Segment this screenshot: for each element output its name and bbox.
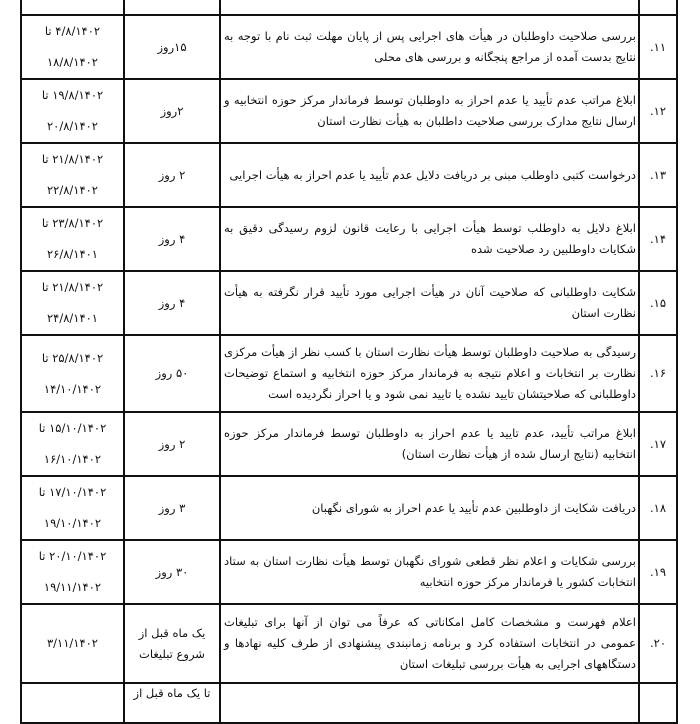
row-number-cell (639, 683, 677, 723)
date-cell (21, 335, 124, 412)
table-row (21, 412, 677, 476)
description-cell (220, 271, 639, 335)
row-number-cell (639, 143, 677, 207)
description-cell (220, 683, 639, 723)
row-number-cell (639, 476, 677, 540)
row-number: ۱۹. (649, 564, 666, 579)
date-to: ۲۰/۸/۱۴۰۲ (47, 119, 98, 133)
row-number: ۱۳. (649, 167, 666, 182)
date-to: ۲۶/۸/۱۴۰۱ (47, 247, 98, 261)
duration: ۳ روز (158, 500, 186, 515)
description-cell (220, 207, 639, 271)
duration-cell (124, 207, 220, 271)
description: ابلاغ مراتب تأیید، عدم تایید یا عدم احراز به داوطلبان توسط فرماندار مرکز حوزه انتخابیه (نتایج ارسال شده از هیأت نظارت استان) (224, 426, 636, 461)
duration-cell (124, 15, 220, 79)
duration-cell (124, 540, 220, 604)
row-number: ۱۵. (649, 295, 666, 310)
row-number: ۱۲. (649, 103, 666, 118)
description: شکایت داوطلبانی که صلاحیت آنان در هیأت اجرایی مورد تأیید قرار نگرفته به هیأت نظارت استان (224, 285, 636, 320)
description: دریافت شکایت از داوطلبین عدم تأیید یا عدم احراز به شورای نگهبان (311, 500, 636, 515)
description: اعلام فهرست و مشخصات کامل امکاناتی که عرفاً می توان از آنها برای تبلیغات عمومی در انتخابات استفاده کرد و برنامه زمانبندی پیشنهادی از طرف کلیه نهادها و دستگاههای اجرایی به هیأت بررسی تبلیغات استان (224, 615, 636, 671)
row-number: ۱۸. (649, 500, 666, 515)
description: بررسی صلاحیت داوطلبان در هیأت های اجرایی پس از پایان مهلت ثبت نام با توجه به نتایج بدست آمده از مراجع پنجگانه و بررسی های محلی (224, 29, 636, 64)
row-number-cell (639, 0, 677, 15)
description: درخواست کتبی داوطلب مبنی بر دریافت دلایل عدم تأیید یا عدم احراز به هیأت اجرایی (229, 167, 636, 182)
description-cell (220, 0, 639, 15)
date-cell (21, 15, 124, 79)
row-number: ۱۴. (649, 231, 666, 246)
description: بررسی شکایات و اعلام نظر قطعی شورای نگهبان توسط هیأت نظارت استان به ستاد انتخابات کشور یا فرماندار مرکز حوزه انتخابیه (224, 554, 636, 589)
table-row (21, 143, 677, 207)
date-from: ۴/۸/۱۴۰۲ تا (44, 24, 101, 38)
date-cell (21, 412, 124, 476)
description-cell (220, 143, 639, 207)
date-cell (21, 540, 124, 604)
duration: تا یک ماه قبل از (133, 686, 211, 700)
date-cell (21, 207, 124, 271)
description-cell (220, 540, 639, 604)
date-cell (21, 79, 124, 143)
description-cell (220, 476, 639, 540)
duration: ۳۰ روز (155, 564, 189, 579)
duration: ۴ روز (158, 295, 186, 310)
description-cell (220, 335, 639, 412)
date-from: ۱۷/۱۰/۱۴۰۲ تا (38, 485, 107, 499)
date-from: ۲۱/۸/۱۴۰۲ تا (41, 152, 104, 166)
duration: ۱۵روز (157, 39, 187, 54)
description-cell (220, 604, 639, 683)
duration: ۲روز (160, 103, 184, 118)
duration-cell (124, 0, 220, 15)
row-number: ۱۶. (649, 366, 666, 380)
duration-cell (124, 604, 220, 683)
row-number-cell (639, 207, 677, 271)
duration: ۲ روز (158, 167, 186, 182)
date-from: ۱۹/۸/۱۴۰۲ تا (41, 88, 104, 102)
date-to: ۱۶/۱۰/۱۴۰۲ (43, 452, 102, 466)
description: ابلاغ مراتب عدم تأیید یا عدم احراز به داوطلبان توسط فرماندار مرکز حوزه انتخابیه و ارسال نتایج مدارک بررسی صلاحیت داطلبان به هیأت نظارت استان (224, 93, 636, 128)
table-row (21, 476, 677, 540)
table-row (21, 683, 677, 723)
date-cell (21, 476, 124, 540)
duration-cell (124, 476, 220, 540)
row-number-cell (639, 412, 677, 476)
row-number-cell (639, 604, 677, 683)
date-to: ۱۸/۸/۱۴۰۲ (47, 55, 98, 69)
duration-cell (124, 412, 220, 476)
date-from: ۲۵/۸/۱۴۰۲ تا (41, 350, 104, 365)
duration: یک ماه قبل از شروع تبلیغات (138, 625, 206, 661)
date-cell (21, 143, 124, 207)
duration: ۲ روز (158, 436, 186, 451)
row-number-cell (639, 79, 677, 143)
duration-cell (124, 143, 220, 207)
table-row (21, 271, 677, 335)
table-row (21, 207, 677, 271)
date-from: ۲۱/۸/۱۴۰۲ تا (41, 280, 104, 294)
description-cell (220, 79, 639, 143)
row-number-cell (639, 271, 677, 335)
duration: ۴ روز (158, 231, 186, 246)
table-row (21, 604, 677, 683)
date-to: ۲۴/۸/۱۴۰۱ (47, 311, 98, 325)
description-cell (220, 15, 639, 79)
duration-cell (124, 335, 220, 412)
date-cell (21, 0, 124, 15)
description-cell (220, 412, 639, 476)
duration-cell (124, 271, 220, 335)
date-from: ۱۵/۱۰/۱۴۰۲ تا (38, 421, 107, 435)
date-from: ۳/۱۱/۱۴۰۲ (47, 636, 98, 650)
date-cell (21, 271, 124, 335)
table-row (21, 335, 677, 412)
date-cell (21, 683, 124, 723)
description: رسیدگی به صلاحیت داوطلبان توسط هیأت نظارت استان با کسب نظر از هیأت مرکزی نظارت بر انتخابات و اعلام نتیجه به فرماندار مرکز حوزه انتخابیه و استماع توضیحات داوطلبانی که صلاحیتشان تایید نشده یا تایید نمی شود و یا احراز نگردیده است (224, 345, 636, 401)
row-number-cell (639, 15, 677, 79)
row-number: ۱۷. (649, 436, 666, 451)
duration-cell (124, 79, 220, 143)
table-row (21, 15, 677, 79)
date-cell (21, 604, 124, 683)
row-number-cell (639, 335, 677, 412)
date-to: ۱۴/۱۰/۱۴۰۲ (43, 381, 102, 396)
table-row (21, 79, 677, 143)
row-number-cell (639, 540, 677, 604)
duration-cell (124, 683, 220, 723)
duration: ۵۰ روز (155, 366, 189, 380)
description: ابلاغ دلایل به داوطلب توسط هیأت اجرایی با رعایت قانون لزوم رسیدگی دقیق به شکایات داوطلبین رد صلاحیت شده (224, 221, 636, 256)
date-from: ۲۳/۸/۱۴۰۲ تا (41, 216, 104, 230)
row-number: ۲۰. (649, 636, 666, 650)
date-to: ۱۹/۱۱/۱۴۰۲ (43, 580, 102, 594)
row-number: ۱۱. (649, 39, 666, 54)
date-from: ۲۰/۱۰/۱۴۰۲ تا (38, 549, 107, 563)
table-row (21, 540, 677, 604)
table-row (21, 0, 677, 15)
date-to: ۲۲/۸/۱۴۰۲ (47, 183, 98, 197)
date-to: ۱۹/۱۰/۱۴۰۲ (43, 516, 102, 530)
schedule-table (20, 0, 678, 724)
